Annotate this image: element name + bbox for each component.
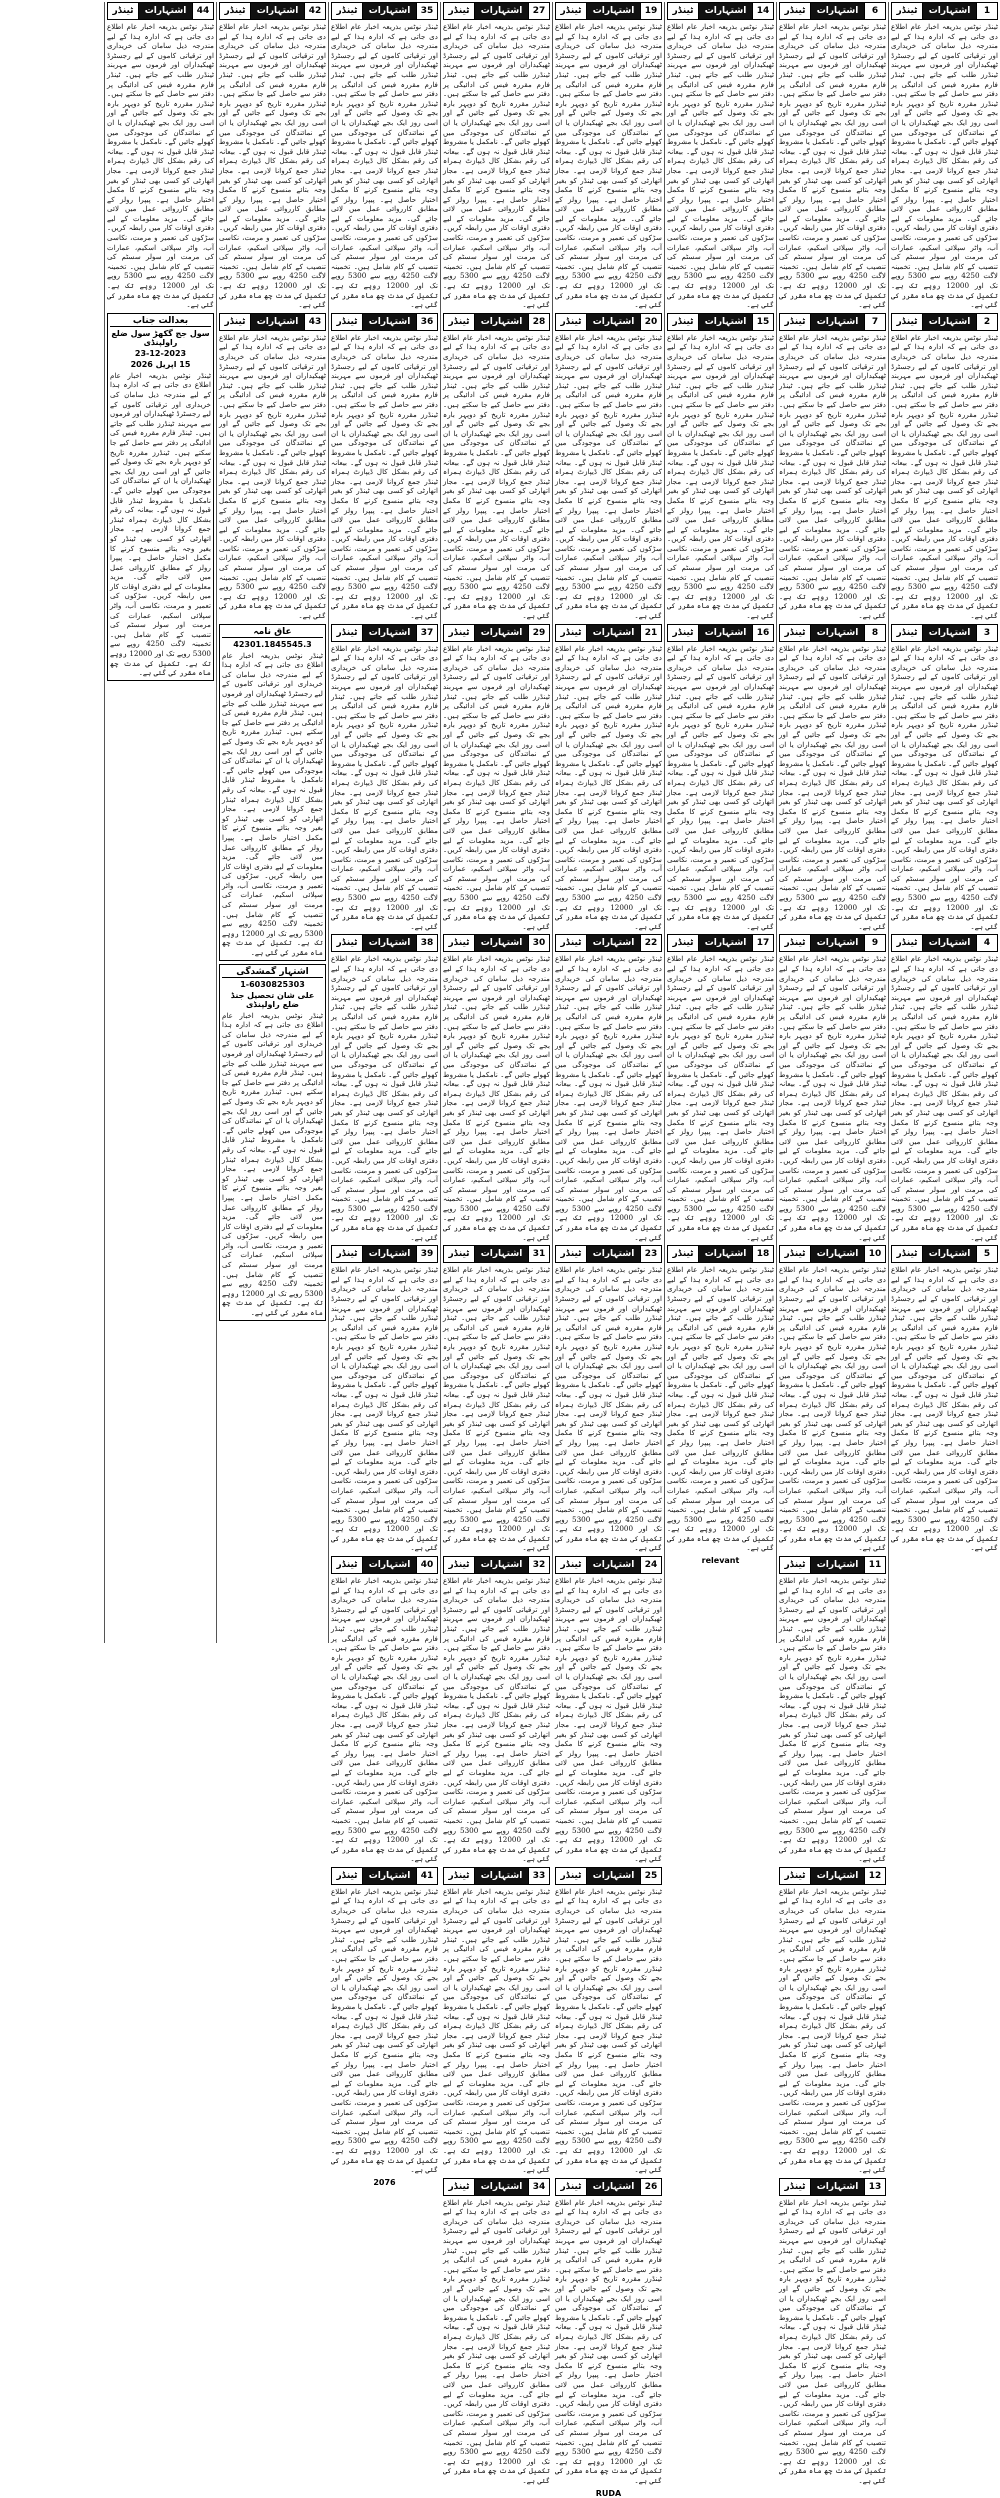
ad-section-header [779,934,886,952]
ad-body-text: ٹینڈر نوٹس بذریعہ اخبار عام اطلاع دی جاتی ہے کہ ادارہ ہذا کے لیے مندرجہ ذیل سامان کی خریداری اور ترقیاتی کاموں کے لیے رجسٹرڈ ٹھیکیداران اور فرموں سے مہربند ٹینڈرز طلب کیے جاتے ہیں۔ ٹینڈر فارم مقررہ فیس کی ادائیگی پر دفتر سے حاصل کیے جا سکتے ہیں۔ ٹینڈرز مقررہ تاریخ کو دوپہر بارہ بجے تک وصول کیے جائیں گے اور اسی روز ایک بجے ٹھیکیداران یا ان کے نمائندگان کی موجودگی میں کھولے جائیں گے۔ نامکمل یا مشروط ٹینڈر قابل قبول نہ ہوں گے۔ بیعانہ کی رقم بشکل کال ڈیپازٹ ہمراہ ٹینڈر جمع کروانا لازمی ہے۔ مجاز اتھارٹی کو کسی بھی ٹینڈر کو بغیر وجہ بتائے منسوخ کرنے کا مکمل اختیار حاصل ہے۔ پیپرا رولز کے مطابق کارروائی عمل میں لائی جائے گی۔ مزید معلومات کے لیے دفتری اوقات کار میں رابطہ کریں۔ سڑکوں کی تعمیر و مرمت، نکاسی آب، واٹر سپلائی اسکیم، عمارات کی مرمت اور سولر سسٹم کی تنصیب کے کام شامل ہیں۔ تخمینہ لاگت 4250 روپے سے 5300 روپے تک اور 12000 روپے تک ہے۔ تکمیل کی مدت چھ ماہ مقرر کی گئی ہے۔ [779,2197,886,2485]
ad-body-text: ٹینڈر نوٹس بذریعہ اخبار عام اطلاع دی جاتی ہے کہ ادارہ ہذا کے لیے مندرجہ ذیل سامان کی خریداری اور ترقیاتی کاموں کے لیے رجسٹرڈ ٹھیکیداران اور فرموں سے مہربند ٹینڈرز طلب کیے جاتے ہیں۔ ٹینڈر فارم مقررہ فیس کی ادائیگی پر دفتر سے حاصل کیے جا سکتے ہیں۔ ٹینڈرز مقررہ تاریخ کو دوپہر بارہ بجے تک وصول کیے جائیں گے اور اسی روز ایک بجے ٹھیکیداران یا ان کے نمائندگان کی موجودگی میں کھولے جائیں گے۔ نامکمل یا مشروط ٹینڈر قابل قبول نہ ہوں گے۔ بیعانہ کی رقم بشکل کال ڈیپازٹ ہمراہ ٹینڈر جمع کروانا لازمی ہے۔ مجاز اتھارٹی کو کسی بھی ٹینڈر کو بغیر وجہ بتائے منسوخ کرنے کا مکمل اختیار حاصل ہے۔ پیپرا رولز کے مطابق کارروائی عمل میں لائی جائے گی۔ مزید معلومات کے لیے دفتری اوقات کار میں رابطہ کریں۔ سڑکوں کی تعمیر و مرمت، نکاسی آب، واٹر سپلائی اسکیم، عمارات کی مرمت اور سولر سسٹم کی تنصیب کے کام شامل ہیں۔ تخمینہ لاگت 4250 روپے سے 5300 روپے تک اور 12000 روپے تک ہے۔ تکمیل کی مدت چھ ماہ مقرر کی گئی ہے۔ [443,954,550,1242]
ad-section-title: اشتہارات [363,314,416,330]
ad-number: 8 [864,625,885,641]
ad-section-tag: ٹینڈر [556,1557,587,1573]
ad-section-header [779,2178,886,2196]
ad-body-text: ٹینڈر نوٹس بذریعہ اخبار عام اطلاع دی جاتی ہے کہ ادارہ ہذا کے لیے مندرجہ ذیل سامان کی خریداری اور ترقیاتی کاموں کے لیے رجسٹرڈ ٹھیکیداران اور فرموں سے مہربند ٹینڈرز طلب کیے جاتے ہیں۔ ٹینڈر فارم مقررہ فیس کی ادائیگی پر دفتر سے حاصل کیے جا سکتے ہیں۔ ٹینڈرز مقررہ تاریخ کو دوپہر بارہ بجے تک وصول کیے جائیں گے اور اسی روز ایک بجے ٹھیکیداران یا ان کے نمائندگان کی موجودگی میں کھولے جائیں گے۔ نامکمل یا مشروط ٹینڈر قابل قبول نہ ہوں گے۔ بیعانہ کی رقم بشکل کال ڈیپازٹ ہمراہ ٹینڈر جمع کروانا لازمی ہے۔ مجاز اتھارٹی کو کسی بھی ٹینڈر کو بغیر وجہ بتائے منسوخ کرنے کا مکمل اختیار حاصل ہے۔ پیپرا رولز کے مطابق کارروائی عمل میں لائی جائے گی۔ مزید معلومات کے لیے دفتری اوقات کار میں رابطہ کریں۔ سڑکوں کی تعمیر و مرمت، نکاسی آب، واٹر سپلائی اسکیم، عمارات کی مرمت اور سولر سسٹم کی تنصیب کے کام شامل ہیں۔ تخمینہ لاگت 4250 روپے سے 5300 روپے تک اور 12000 روپے تک ہے۔ تکمیل کی مدت چھ ماہ مقرر کی گئی ہے۔ [779,22,886,310]
ad-section [443,1245,550,1553]
ad-number: 19 [640,3,661,19]
newspaper-column [104,2,216,1643]
ad-body-text: ٹینڈر نوٹس بذریعہ اخبار عام اطلاع دی جاتی ہے کہ ادارہ ہذا کے لیے مندرجہ ذیل سامان کی خریداری اور ترقیاتی کاموں کے لیے رجسٹرڈ ٹھیکیداران اور فرموں سے مہربند ٹینڈرز طلب کیے جاتے ہیں۔ ٹینڈر فارم مقررہ فیس کی ادائیگی پر دفتر سے حاصل کیے جا سکتے ہیں۔ ٹینڈرز مقررہ تاریخ کو دوپہر بارہ بجے تک وصول کیے جائیں گے اور اسی روز ایک بجے ٹھیکیداران یا ان کے نمائندگان کی موجودگی میں کھولے جائیں گے۔ نامکمل یا مشروط ٹینڈر قابل قبول نہ ہوں گے۔ بیعانہ کی رقم بشکل کال ڈیپازٹ ہمراہ ٹینڈر جمع کروانا لازمی ہے۔ مجاز اتھارٹی کو کسی بھی ٹینڈر کو بغیر وجہ بتائے منسوخ کرنے کا مکمل اختیار حاصل ہے۔ پیپرا رولز کے مطابق کارروائی عمل میں لائی جائے گی۔ مزید معلومات کے لیے دفتری اوقات کار میں رابطہ کریں۔ سڑکوں کی تعمیر و مرمت، نکاسی آب، واٹر سپلائی اسکیم، عمارات کی مرمت اور سولر سسٹم کی تنصیب کے کام شامل ہیں۔ تخمینہ لاگت 4250 روپے سے 5300 روپے تک اور 12000 روپے تک ہے۔ تکمیل کی مدت چھ ماہ مقرر کی گئی ہے۔ [555,2197,662,2485]
ad-body-text: ٹینڈر نوٹس بذریعہ اخبار عام اطلاع دی جاتی ہے کہ ادارہ ہذا کے لیے مندرجہ ذیل سامان کی خریداری اور ترقیاتی کاموں کے لیے رجسٹرڈ ٹھیکیداران اور فرموں سے مہربند ٹینڈرز طلب کیے جاتے ہیں۔ ٹینڈر فارم مقررہ فیس کی ادائیگی پر دفتر سے حاصل کیے جا سکتے ہیں۔ ٹینڈرز مقررہ تاریخ کو دوپہر بارہ بجے تک وصول کیے جائیں گے اور اسی روز ایک بجے ٹھیکیداران یا ان کے نمائندگان کی موجودگی میں کھولے جائیں گے۔ نامکمل یا مشروط ٹینڈر قابل قبول نہ ہوں گے۔ بیعانہ کی رقم بشکل کال ڈیپازٹ ہمراہ ٹینڈر جمع کروانا لازمی ہے۔ مجاز اتھارٹی کو کسی بھی ٹینڈر کو بغیر وجہ بتائے منسوخ کرنے کا مکمل اختیار حاصل ہے۔ پیپرا رولز کے مطابق کارروائی عمل میں لائی جائے گی۔ مزید معلومات کے لیے دفتری اوقات کار میں رابطہ کریں۔ سڑکوں کی تعمیر و مرمت، نکاسی آب، واٹر سپلائی اسکیم، عمارات کی مرمت اور سولر سسٹم کی تنصیب کے کام شامل ہیں۔ تخمینہ لاگت 4250 روپے سے 5300 روپے تک اور 12000 روپے تک ہے۔ تکمیل کی مدت چھ ماہ مقرر کی گئی ہے۔ [331,643,438,931]
ad-section-tag: ٹینڈر [668,3,699,19]
ruda-label: RUDA [595,2488,622,2498]
ad-section-header [555,1867,662,1885]
ad-section-header [779,1867,886,1885]
ad-section-header [443,1867,550,1885]
ad-section-title: اشتہارات [363,1557,416,1573]
ad-section [891,624,998,932]
ad-body-text: ٹینڈر نوٹس بذریعہ اخبار عام اطلاع دی جاتی ہے کہ ادارہ ہذا کے لیے مندرجہ ذیل سامان کی خریداری اور ترقیاتی کاموں کے لیے رجسٹرڈ ٹھیکیداران اور فرموں سے مہربند ٹینڈرز طلب کیے جاتے ہیں۔ ٹینڈر فارم مقررہ فیس کی ادائیگی پر دفتر سے حاصل کیے جا سکتے ہیں۔ ٹینڈرز مقررہ تاریخ کو دوپہر بارہ بجے تک وصول کیے جائیں گے اور اسی روز ایک بجے ٹھیکیداران یا ان کے نمائندگان کی موجودگی میں کھولے جائیں گے۔ نامکمل یا مشروط ٹینڈر قابل قبول نہ ہوں گے۔ بیعانہ کی رقم بشکل کال ڈیپازٹ ہمراہ ٹینڈر جمع کروانا لازمی ہے۔ مجاز اتھارٹی کو کسی بھی ٹینڈر کو بغیر وجہ بتائے منسوخ کرنے کا مکمل اختیار حاصل ہے۔ پیپرا رولز کے مطابق کارروائی عمل میں لائی جائے گی۔ مزید معلومات کے لیے دفتری اوقات کار میں رابطہ کریں۔ سڑکوں کی تعمیر و مرمت، نکاسی آب، واٹر سپلائی اسکیم، عمارات کی مرمت اور سولر سسٹم کی تنصیب کے کام شامل ہیں۔ تخمینہ لاگت 4250 روپے سے 5300 روپے تک اور 12000 روپے تک ہے۔ تکمیل کی مدت چھ ماہ مقرر کی گئی ہے۔ [443,1265,550,1553]
ad-section-tag: ٹینڈر [332,1868,363,1884]
ad-section-tag: ٹینڈر [556,935,587,951]
ad-section-tag: ٹینڈر [444,1557,475,1573]
ad-number: 36 [416,314,437,330]
ad-section-header [555,1556,662,1574]
ad-section-tag: ٹینڈر [332,3,363,19]
ad-number: 29 [528,625,549,641]
ad-section-title: اشتہارات [699,3,752,19]
ad-section-header [667,2,774,20]
ad-number: 34 [528,2179,549,2195]
ad-number: 17 [752,935,773,951]
ad-section [891,1245,998,1553]
newspaper-column [216,2,328,1643]
ad-section-title: اشتہارات [475,1246,528,1262]
ad-section-title: اشتہارات [587,314,640,330]
ad-body-text: ٹینڈر نوٹس بذریعہ اخبار عام اطلاع دی جاتی ہے کہ ادارہ ہذا کے لیے مندرجہ ذیل سامان کی خریداری اور ترقیاتی کاموں کے لیے رجسٹرڈ ٹھیکیداران اور فرموں سے مہربند ٹینڈرز طلب کیے جاتے ہیں۔ ٹینڈر فارم مقررہ فیس کی ادائیگی پر دفتر سے حاصل کیے جا سکتے ہیں۔ ٹینڈرز مقررہ تاریخ کو دوپہر بارہ بجے تک وصول کیے جائیں گے اور اسی روز ایک بجے ٹھیکیداران یا ان کے نمائندگان کی موجودگی میں کھولے جائیں گے۔ نامکمل یا مشروط ٹینڈر قابل قبول نہ ہوں گے۔ بیعانہ کی رقم بشکل کال ڈیپازٹ ہمراہ ٹینڈر جمع کروانا لازمی ہے۔ مجاز اتھارٹی کو کسی بھی ٹینڈر کو بغیر وجہ بتائے منسوخ کرنے کا مکمل اختیار حاصل ہے۔ پیپرا رولز کے مطابق کارروائی عمل میں لائی جائے گی۔ مزید معلومات کے لیے دفتری اوقات کار میں رابطہ کریں۔ سڑکوں کی تعمیر و مرمت، نکاسی آب، واٹر سپلائی اسکیم، عمارات کی مرمت اور سولر سسٹم کی تنصیب کے کام شامل ہیں۔ تخمینہ لاگت 4250 روپے سے 5300 روپے تک اور 12000 روپے تک ہے۔ تکمیل کی مدت چھ ماہ مقرر کی گئی ہے۔ [667,954,774,1242]
ad-number: 41 [416,1868,437,1884]
ad-section-title: اشتہارات [363,625,416,641]
ad-section-tag: ٹینڈر [556,3,587,19]
legal-notice-box [219,964,326,1321]
ad-section [219,313,326,621]
ad-section-header [779,1556,886,1574]
ad-section-header [443,2178,550,2196]
ad-section [891,2,998,310]
ad-number: 1 [976,3,997,19]
ad-section-title: اشتہارات [699,1246,752,1262]
ad-section [779,1556,886,1864]
ad-section-title: اشتہارات [475,314,528,330]
ad-section-tag: ٹینڈر [780,1868,811,1884]
legal-notice-title: بعدالت جناب [110,316,211,327]
ad-number: 14 [752,3,773,19]
ad-section-tag: ٹینڈر [332,1246,363,1262]
legal-notice-line: 1-6030825303 [240,979,305,989]
year-label: 2076 [373,2177,396,2187]
ad-section-title: اشتہارات [587,2179,640,2195]
ad-body-text: ٹینڈر نوٹس بذریعہ اخبار عام اطلاع دی جاتی ہے کہ ادارہ ہذا کے لیے مندرجہ ذیل سامان کی خریداری اور ترقیاتی کاموں کے لیے رجسٹرڈ ٹھیکیداران اور فرموں سے مہربند ٹینڈرز طلب کیے جاتے ہیں۔ ٹینڈر فارم مقررہ فیس کی ادائیگی پر دفتر سے حاصل کیے جا سکتے ہیں۔ ٹینڈرز مقررہ تاریخ کو دوپہر بارہ بجے تک وصول کیے جائیں گے اور اسی روز ایک بجے ٹھیکیداران یا ان کے نمائندگان کی موجودگی میں کھولے جائیں گے۔ نامکمل یا مشروط ٹینڈر قابل قبول نہ ہوں گے۔ بیعانہ کی رقم بشکل کال ڈیپازٹ ہمراہ ٹینڈر جمع کروانا لازمی ہے۔ مجاز اتھارٹی کو کسی بھی ٹینڈر کو بغیر وجہ بتائے منسوخ کرنے کا مکمل اختیار حاصل ہے۔ پیپرا رولز کے مطابق کارروائی عمل میں لائی جائے گی۔ مزید معلومات کے لیے دفتری اوقات کار میں رابطہ کریں۔ سڑکوں کی تعمیر و مرمت، نکاسی آب، واٹر سپلائی اسکیم، عمارات کی مرمت اور سولر سسٹم کی تنصیب کے کام شامل ہیں۔ تخمینہ لاگت 4250 روپے سے 5300 روپے تک اور 12000 روپے تک ہے۔ تکمیل کی مدت چھ ماہ مقرر کی گئی ہے۔ [331,1265,438,1553]
ad-section-header [331,1867,438,1885]
ad-section-header [667,1245,774,1263]
ad-section-title: اشتہارات [587,1557,640,1573]
ad-section-tag: ٹینڈر [444,2179,475,2195]
legal-notice-line: 15 اپریل 2026 [130,359,191,369]
ad-section [443,2178,550,2486]
ad-section-header [555,1245,662,1263]
legal-notice-line: 23-12-2023 [134,348,187,358]
legal-notice-title: اشتہار گمشدگی [222,967,323,978]
ad-section-title: اشتہارات [811,935,864,951]
ad-number: 12 [864,1868,885,1884]
ad-section-title: اشتہارات [587,1246,640,1262]
ad-section [443,1556,550,1864]
ad-section [443,1867,550,2175]
ad-body-text: ٹینڈر نوٹس بذریعہ اخبار عام اطلاع دی جاتی ہے کہ ادارہ ہذا کے لیے مندرجہ ذیل سامان کی خریداری اور ترقیاتی کاموں کے لیے رجسٹرڈ ٹھیکیداران اور فرموں سے مہربند ٹینڈرز طلب کیے جاتے ہیں۔ ٹینڈر فارم مقررہ فیس کی ادائیگی پر دفتر سے حاصل کیے جا سکتے ہیں۔ ٹینڈرز مقررہ تاریخ کو دوپہر بارہ بجے تک وصول کیے جائیں گے اور اسی روز ایک بجے ٹھیکیداران یا ان کے نمائندگان کی موجودگی میں کھولے جائیں گے۔ نامکمل یا مشروط ٹینڈر قابل قبول نہ ہوں گے۔ بیعانہ کی رقم بشکل کال ڈیپازٹ ہمراہ ٹینڈر جمع کروانا لازمی ہے۔ مجاز اتھارٹی کو کسی بھی ٹینڈر کو بغیر وجہ بتائے منسوخ کرنے کا مکمل اختیار حاصل ہے۔ پیپرا رولز کے مطابق کارروائی عمل میں لائی جائے گی۔ مزید معلومات کے لیے دفتری اوقات کار میں رابطہ کریں۔ سڑکوں کی تعمیر و مرمت، نکاسی آب، واٹر سپلائی اسکیم، عمارات کی مرمت اور سولر سسٹم کی تنصیب کے کام شامل ہیں۔ تخمینہ لاگت 4250 روپے سے 5300 روپے تک اور 12000 روپے تک ہے۔ تکمیل کی مدت چھ ماہ مقرر کی گئی ہے۔ [331,22,438,310]
ad-body-text: ٹینڈر نوٹس بذریعہ اخبار عام اطلاع دی جاتی ہے کہ ادارہ ہذا کے لیے مندرجہ ذیل سامان کی خریداری اور ترقیاتی کاموں کے لیے رجسٹرڈ ٹھیکیداران اور فرموں سے مہربند ٹینڈرز طلب کیے جاتے ہیں۔ ٹینڈر فارم مقررہ فیس کی ادائیگی پر دفتر سے حاصل کیے جا سکتے ہیں۔ ٹینڈرز مقررہ تاریخ کو دوپہر بارہ بجے تک وصول کیے جائیں گے اور اسی روز ایک بجے ٹھیکیداران یا ان کے نمائندگان کی موجودگی میں کھولے جائیں گے۔ نامکمل یا مشروط ٹینڈر قابل قبول نہ ہوں گے۔ بیعانہ کی رقم بشکل کال ڈیپازٹ ہمراہ ٹینڈر جمع کروانا لازمی ہے۔ مجاز اتھارٹی کو کسی بھی ٹینڈر کو بغیر وجہ بتائے منسوخ کرنے کا مکمل اختیار حاصل ہے۔ پیپرا رولز کے مطابق کارروائی عمل میں لائی جائے گی۔ مزید معلومات کے لیے دفتری اوقات کار میں رابطہ کریں۔ سڑکوں کی تعمیر و مرمت، نکاسی آب، واٹر سپلائی اسکیم، عمارات کی مرمت اور سولر سسٹم کی تنصیب کے کام شامل ہیں۔ تخمینہ لاگت 4250 روپے سے 5300 روپے تک اور 12000 روپے تک ہے۔ تکمیل کی مدت چھ ماہ مقرر کی گئی ہے۔ [331,332,438,621]
ad-body-text: ٹینڈر نوٹس بذریعہ اخبار عام اطلاع دی جاتی ہے کہ ادارہ ہذا کے لیے مندرجہ ذیل سامان کی خریداری اور ترقیاتی کاموں کے لیے رجسٹرڈ ٹھیکیداران اور فرموں سے مہربند ٹینڈرز طلب کیے جاتے ہیں۔ ٹینڈر فارم مقررہ فیس کی ادائیگی پر دفتر سے حاصل کیے جا سکتے ہیں۔ ٹینڈرز مقررہ تاریخ کو دوپہر بارہ بجے تک وصول کیے جائیں گے اور اسی روز ایک بجے ٹھیکیداران یا ان کے نمائندگان کی موجودگی میں کھولے جائیں گے۔ نامکمل یا مشروط ٹینڈر قابل قبول نہ ہوں گے۔ بیعانہ کی رقم بشکل کال ڈیپازٹ ہمراہ ٹینڈر جمع کروانا لازمی ہے۔ مجاز اتھارٹی کو کسی بھی ٹینڈر کو بغیر وجہ بتائے منسوخ کرنے کا مکمل اختیار حاصل ہے۔ پیپرا رولز کے مطابق کارروائی عمل میں لائی جائے گی۔ مزید معلومات کے لیے دفتری اوقات کار میں رابطہ کریں۔ سڑکوں کی تعمیر و مرمت، نکاسی آب، واٹر سپلائی اسکیم، عمارات کی مرمت اور سولر سسٹم کی تنصیب کے کام شامل ہیں۔ تخمینہ لاگت 4250 روپے سے 5300 روپے تک اور 12000 روپے تک ہے۔ تکمیل کی مدت چھ ماہ مقرر کی گئی ہے۔ [555,22,662,310]
ad-body-text: ٹینڈر نوٹس بذریعہ اخبار عام اطلاع دی جاتی ہے کہ ادارہ ہذا کے لیے مندرجہ ذیل سامان کی خریداری اور ترقیاتی کاموں کے لیے رجسٹرڈ ٹھیکیداران اور فرموں سے مہربند ٹینڈرز طلب کیے جاتے ہیں۔ ٹینڈر فارم مقررہ فیس کی ادائیگی پر دفتر سے حاصل کیے جا سکتے ہیں۔ ٹینڈرز مقررہ تاریخ کو دوپہر بارہ بجے تک وصول کیے جائیں گے اور اسی روز ایک بجے ٹھیکیداران یا ان کے نمائندگان کی موجودگی میں کھولے جائیں گے۔ نامکمل یا مشروط ٹینڈر قابل قبول نہ ہوں گے۔ بیعانہ کی رقم بشکل کال ڈیپازٹ ہمراہ ٹینڈر جمع کروانا لازمی ہے۔ مجاز اتھارٹی کو کسی بھی ٹینڈر کو بغیر وجہ بتائے منسوخ کرنے کا مکمل اختیار حاصل ہے۔ پیپرا رولز کے مطابق کارروائی عمل میں لائی جائے گی۔ مزید معلومات کے لیے دفتری اوقات کار میں رابطہ کریں۔ سڑکوں کی تعمیر و مرمت، نکاسی آب، واٹر سپلائی اسکیم، عمارات کی مرمت اور سولر سسٹم کی تنصیب کے کام شامل ہیں۔ تخمینہ لاگت 4250 روپے سے 5300 روپے تک اور 12000 روپے تک ہے۔ تکمیل کی مدت چھ ماہ مقرر کی گئی ہے۔ [555,954,662,1242]
ad-body-text: ٹینڈر نوٹس بذریعہ اخبار عام اطلاع دی جاتی ہے کہ ادارہ ہذا کے لیے مندرجہ ذیل سامان کی خریداری اور ترقیاتی کاموں کے لیے رجسٹرڈ ٹھیکیداران اور فرموں سے مہربند ٹینڈرز طلب کیے جاتے ہیں۔ ٹینڈر فارم مقررہ فیس کی ادائیگی پر دفتر سے حاصل کیے جا سکتے ہیں۔ ٹینڈرز مقررہ تاریخ کو دوپہر بارہ بجے تک وصول کیے جائیں گے اور اسی روز ایک بجے ٹھیکیداران یا ان کے نمائندگان کی موجودگی میں کھولے جائیں گے۔ نامکمل یا مشروط ٹینڈر قابل قبول نہ ہوں گے۔ بیعانہ کی رقم بشکل کال ڈیپازٹ ہمراہ ٹینڈر جمع کروانا لازمی ہے۔ مجاز اتھارٹی کو کسی بھی ٹینڈر کو بغیر وجہ بتائے منسوخ کرنے کا مکمل اختیار حاصل ہے۔ پیپرا رولز کے مطابق کارروائی عمل میں لائی جائے گی۔ مزید معلومات کے لیے دفتری اوقات کار میں رابطہ کریں۔ سڑکوں کی تعمیر و مرمت، نکاسی آب، واٹر سپلائی اسکیم، عمارات کی مرمت اور سولر سسٹم کی تنصیب کے کام شامل ہیں۔ تخمینہ لاگت 4250 روپے سے 5300 روپے تک اور 12000 روپے تک ہے۔ تکمیل کی مدت چھ ماہ مقرر کی گئی ہے۔ [219,22,326,310]
ad-body-text: ٹینڈر نوٹس بذریعہ اخبار عام اطلاع دی جاتی ہے کہ ادارہ ہذا کے لیے مندرجہ ذیل سامان کی خریداری اور ترقیاتی کاموں کے لیے رجسٹرڈ ٹھیکیداران اور فرموں سے مہربند ٹینڈرز طلب کیے جاتے ہیں۔ ٹینڈر فارم مقررہ فیس کی ادائیگی پر دفتر سے حاصل کیے جا سکتے ہیں۔ ٹینڈرز مقررہ تاریخ کو دوپہر بارہ بجے تک وصول کیے جائیں گے اور اسی روز ایک بجے ٹھیکیداران یا ان کے نمائندگان کی موجودگی میں کھولے جائیں گے۔ نامکمل یا مشروط ٹینڈر قابل قبول نہ ہوں گے۔ بیعانہ کی رقم بشکل کال ڈیپازٹ ہمراہ ٹینڈر جمع کروانا لازمی ہے۔ مجاز اتھارٹی کو کسی بھی ٹینڈر کو بغیر وجہ بتائے منسوخ کرنے کا مکمل اختیار حاصل ہے۔ پیپرا رولز کے مطابق کارروائی عمل میں لائی جائے گی۔ مزید معلومات کے لیے دفتری اوقات کار میں رابطہ کریں۔ سڑکوں کی تعمیر و مرمت، نکاسی آب، واٹر سپلائی اسکیم، عمارات کی مرمت اور سولر سسٹم کی تنصیب کے کام شامل ہیں۔ تخمینہ لاگت 4250 روپے سے 5300 روپے تک اور 12000 روپے تک ہے۔ تکمیل کی مدت چھ ماہ مقرر کی گئی ہے۔ [443,22,550,310]
ad-section [779,1867,886,2175]
ad-number: 16 [752,625,773,641]
ad-section [667,1245,774,1553]
ad-body-text: ٹینڈر نوٹس بذریعہ اخبار عام اطلاع دی جاتی ہے کہ ادارہ ہذا کے لیے مندرجہ ذیل سامان کی خریداری اور ترقیاتی کاموں کے لیے رجسٹرڈ ٹھیکیداران اور فرموں سے مہربند ٹینڈرز طلب کیے جاتے ہیں۔ ٹینڈر فارم مقررہ فیس کی ادائیگی پر دفتر سے حاصل کیے جا سکتے ہیں۔ ٹینڈرز مقررہ تاریخ کو دوپہر بارہ بجے تک وصول کیے جائیں گے اور اسی روز ایک بجے ٹھیکیداران یا ان کے نمائندگان کی موجودگی میں کھولے جائیں گے۔ نامکمل یا مشروط ٹینڈر قابل قبول نہ ہوں گے۔ بیعانہ کی رقم بشکل کال ڈیپازٹ ہمراہ ٹینڈر جمع کروانا لازمی ہے۔ مجاز اتھارٹی کو کسی بھی ٹینڈر کو بغیر وجہ بتائے منسوخ کرنے کا مکمل اختیار حاصل ہے۔ پیپرا رولز کے مطابق کارروائی عمل میں لائی جائے گی۔ مزید معلومات کے لیے دفتری اوقات کار میں رابطہ کریں۔ سڑکوں کی تعمیر و مرمت، نکاسی آب، واٹر سپلائی اسکیم، عمارات کی مرمت اور سولر سسٹم کی تنصیب کے کام شامل ہیں۔ تخمینہ لاگت 4250 روپے سے 5300 روپے تک اور 12000 روپے تک ہے۔ تکمیل کی مدت چھ ماہ مقرر کی گئی ہے۔ [443,1886,550,2175]
ad-section-tag: ٹینڈر [780,1557,811,1573]
ad-number: 22 [640,935,661,951]
ad-section-tag: ٹینڈر [444,3,475,19]
ad-section-title: اشتہارات [587,3,640,19]
ad-section [555,1245,662,1553]
ad-section [219,2,326,310]
ad-section-title: اشتہارات [811,625,864,641]
ad-body-text: ٹینڈر نوٹس بذریعہ اخبار عام اطلاع دی جاتی ہے کہ ادارہ ہذا کے لیے مندرجہ ذیل سامان کی خریداری اور ترقیاتی کاموں کے لیے رجسٹرڈ ٹھیکیداران اور فرموں سے مہربند ٹینڈرز طلب کیے جاتے ہیں۔ ٹینڈر فارم مقررہ فیس کی ادائیگی پر دفتر سے حاصل کیے جا سکتے ہیں۔ ٹینڈرز مقررہ تاریخ کو دوپہر بارہ بجے تک وصول کیے جائیں گے اور اسی روز ایک بجے ٹھیکیداران یا ان کے نمائندگان کی موجودگی میں کھولے جائیں گے۔ نامکمل یا مشروط ٹینڈر قابل قبول نہ ہوں گے۔ بیعانہ کی رقم بشکل کال ڈیپازٹ ہمراہ ٹینڈر جمع کروانا لازمی ہے۔ مجاز اتھارٹی کو کسی بھی ٹینڈر کو بغیر وجہ بتائے منسوخ کرنے کا مکمل اختیار حاصل ہے۔ پیپرا رولز کے مطابق کارروائی عمل میں لائی جائے گی۔ مزید معلومات کے لیے دفتری اوقات کار میں رابطہ کریں۔ سڑکوں کی تعمیر و مرمت، نکاسی آب، واٹر سپلائی اسکیم، عمارات کی مرمت اور سولر سسٹم کی تنصیب کے کام شامل ہیں۔ تخمینہ لاگت 4250 روپے سے 5300 روپے تک اور 12000 روپے تک ہے۔ تکمیل کی مدت چھ ماہ مقرر کی گئی ہے۔ [331,954,438,1242]
ad-section-tag: ٹینڈر [332,935,363,951]
ad-section [331,1867,438,2175]
ad-section-tag: ٹینڈر [780,625,811,641]
ad-number: 15 [752,314,773,330]
ad-section [443,313,550,621]
ad-body-text: ٹینڈر نوٹس بذریعہ اخبار عام اطلاع دی جاتی ہے کہ ادارہ ہذا کے لیے مندرجہ ذیل سامان کی خریداری اور ترقیاتی کاموں کے لیے رجسٹرڈ ٹھیکیداران اور فرموں سے مہربند ٹینڈرز طلب کیے جاتے ہیں۔ ٹینڈر فارم مقررہ فیس کی ادائیگی پر دفتر سے حاصل کیے جا سکتے ہیں۔ ٹینڈرز مقررہ تاریخ کو دوپہر بارہ بجے تک وصول کیے جائیں گے اور اسی روز ایک بجے ٹھیکیداران یا ان کے نمائندگان کی موجودگی میں کھولے جائیں گے۔ نامکمل یا مشروط ٹینڈر قابل قبول نہ ہوں گے۔ بیعانہ کی رقم بشکل کال ڈیپازٹ ہمراہ ٹینڈر جمع کروانا لازمی ہے۔ مجاز اتھارٹی کو کسی بھی ٹینڈر کو بغیر وجہ بتائے منسوخ کرنے کا مکمل اختیار حاصل ہے۔ پیپرا رولز کے مطابق کارروائی عمل میں لائی جائے گی۔ مزید معلومات کے لیے دفتری اوقات کار میں رابطہ کریں۔ سڑکوں کی تعمیر و مرمت، نکاسی آب، واٹر سپلائی اسکیم، عمارات کی مرمت اور سولر سسٹم کی تنصیب کے کام شامل ہیں۔ تخمینہ لاگت 4250 روپے سے 5300 روپے تک اور 12000 روپے تک ہے۔ تکمیل کی مدت چھ ماہ مقرر کی گئی ہے۔ [555,1576,662,1864]
ad-section [555,1867,662,2175]
ad-section-tag: ٹینڈر [780,935,811,951]
legal-notice-title: عاق نامہ [222,627,323,638]
ad-section-tag: ٹینڈر [892,935,923,951]
ad-number: 11 [864,1557,885,1573]
ad-section-title: اشتہارات [251,3,304,19]
ad-section-header [331,313,438,331]
legal-notice-line: سول جج گکھڑ سول ضلع راولپنڈی [111,328,210,347]
ad-section-title: اشتہارات [475,2179,528,2195]
ad-section-title: اشتہارات [811,2179,864,2195]
ad-body-text: ٹینڈر نوٹس بذریعہ اخبار عام اطلاع دی جاتی ہے کہ ادارہ ہذا کے لیے مندرجہ ذیل سامان کی خریداری اور ترقیاتی کاموں کے لیے رجسٹرڈ ٹھیکیداران اور فرموں سے مہربند ٹینڈرز طلب کیے جاتے ہیں۔ ٹینڈر فارم مقررہ فیس کی ادائیگی پر دفتر سے حاصل کیے جا سکتے ہیں۔ ٹینڈرز مقررہ تاریخ کو دوپہر بارہ بجے تک وصول کیے جائیں گے اور اسی روز ایک بجے ٹھیکیداران یا ان کے نمائندگان کی موجودگی میں کھولے جائیں گے۔ نامکمل یا مشروط ٹینڈر قابل قبول نہ ہوں گے۔ بیعانہ کی رقم بشکل کال ڈیپازٹ ہمراہ ٹینڈر جمع کروانا لازمی ہے۔ مجاز اتھارٹی کو کسی بھی ٹینڈر کو بغیر وجہ بتائے منسوخ کرنے کا مکمل اختیار حاصل ہے۔ پیپرا رولز کے مطابق کارروائی عمل میں لائی جائے گی۔ مزید معلومات کے لیے دفتری اوقات کار میں رابطہ کریں۔ سڑکوں کی تعمیر و مرمت، نکاسی آب، واٹر سپلائی اسکیم، عمارات کی مرمت اور سولر سسٹم کی تنصیب کے کام شامل ہیں۔ تخمینہ لاگت 4250 روپے سے 5300 روپے تک اور 12000 روپے تک ہے۔ تکمیل کی مدت چھ ماہ مقرر کی گئی ہے۔ [667,1265,774,1553]
ad-section-header [779,624,886,642]
ad-body-text: ٹینڈر نوٹس بذریعہ اخبار عام اطلاع دی جاتی ہے کہ ادارہ ہذا کے لیے مندرجہ ذیل سامان کی خریداری اور ترقیاتی کاموں کے لیے رجسٹرڈ ٹھیکیداران اور فرموں سے مہربند ٹینڈرز طلب کیے جاتے ہیں۔ ٹینڈر فارم مقررہ فیس کی ادائیگی پر دفتر سے حاصل کیے جا سکتے ہیں۔ ٹینڈرز مقررہ تاریخ کو دوپہر بارہ بجے تک وصول کیے جائیں گے اور اسی روز ایک بجے ٹھیکیداران یا ان کے نمائندگان کی موجودگی میں کھولے جائیں گے۔ نامکمل یا مشروط ٹینڈر قابل قبول نہ ہوں گے۔ بیعانہ کی رقم بشکل کال ڈیپازٹ ہمراہ ٹینڈر جمع کروانا لازمی ہے۔ مجاز اتھارٹی کو کسی بھی ٹینڈر کو بغیر وجہ بتائے منسوخ کرنے کا مکمل اختیار حاصل ہے۔ پیپرا رولز کے مطابق کارروائی عمل میں لائی جائے گی۔ مزید معلومات کے لیے دفتری اوقات کار میں رابطہ کریں۔ سڑکوں کی تعمیر و مرمت، نکاسی آب، واٹر سپلائی اسکیم، عمارات کی مرمت اور سولر سسٹم کی تنصیب کے کام شامل ہیں۔ تخمینہ لاگت 4250 روپے سے 5300 روپے تک اور 12000 روپے تک ہے۔ تکمیل کی مدت چھ ماہ مقرر کی گئی ہے۔ [779,1886,886,2175]
ad-section-tag: ٹینڈر [668,935,699,951]
newspaper-column [888,2,1000,1643]
ad-number: 6 [864,3,885,19]
ad-number: 32 [528,1557,549,1573]
newspaper-column [776,2,888,2485]
ad-section [555,2178,662,2486]
ad-body-text: ٹینڈر نوٹس بذریعہ اخبار عام اطلاع دی جاتی ہے کہ ادارہ ہذا کے لیے مندرجہ ذیل سامان کی خریداری اور ترقیاتی کاموں کے لیے رجسٹرڈ ٹھیکیداران اور فرموں سے مہربند ٹینڈرز طلب کیے جاتے ہیں۔ ٹینڈر فارم مقررہ فیس کی ادائیگی پر دفتر سے حاصل کیے جا سکتے ہیں۔ ٹینڈرز مقررہ تاریخ کو دوپہر بارہ بجے تک وصول کیے جائیں گے اور اسی روز ایک بجے ٹھیکیداران یا ان کے نمائندگان کی موجودگی میں کھولے جائیں گے۔ نامکمل یا مشروط ٹینڈر قابل قبول نہ ہوں گے۔ بیعانہ کی رقم بشکل کال ڈیپازٹ ہمراہ ٹینڈر جمع کروانا لازمی ہے۔ مجاز اتھارٹی کو کسی بھی ٹینڈر کو بغیر وجہ بتائے منسوخ کرنے کا مکمل اختیار حاصل ہے۔ پیپرا رولز کے مطابق کارروائی عمل میں لائی جائے گی۔ مزید معلومات کے لیے دفتری اوقات کار میں رابطہ کریں۔ سڑکوں کی تعمیر و مرمت، نکاسی آب، واٹر سپلائی اسکیم، عمارات کی مرمت اور سولر سسٹم کی تنصیب کے کام شامل ہیں۔ تخمینہ لاگت 4250 روپے سے 5300 روپے تک اور 12000 روپے تک ہے۔ تکمیل کی مدت چھ ماہ مقرر کی گئی ہے۔ [667,643,774,931]
legal-notice-line: 42301.1845545.3 [233,639,312,649]
ad-section-tag: ٹینڈر [668,1246,699,1262]
ad-body-text: ٹینڈر نوٹس بذریعہ اخبار عام اطلاع دی جاتی ہے کہ ادارہ ہذا کے لیے مندرجہ ذیل سامان کی خریداری اور ترقیاتی کاموں کے لیے رجسٹرڈ ٹھیکیداران اور فرموں سے مہربند ٹینڈرز طلب کیے جاتے ہیں۔ ٹینڈر فارم مقررہ فیس کی ادائیگی پر دفتر سے حاصل کیے جا سکتے ہیں۔ ٹینڈرز مقررہ تاریخ کو دوپہر بارہ بجے تک وصول کیے جائیں گے اور اسی روز ایک بجے ٹھیکیداران یا ان کے نمائندگان کی موجودگی میں کھولے جائیں گے۔ نامکمل یا مشروط ٹینڈر قابل قبول نہ ہوں گے۔ بیعانہ کی رقم بشکل کال ڈیپازٹ ہمراہ ٹینڈر جمع کروانا لازمی ہے۔ مجاز اتھارٹی کو کسی بھی ٹینڈر کو بغیر وجہ بتائے منسوخ کرنے کا مکمل اختیار حاصل ہے۔ پیپرا رولز کے مطابق کارروائی عمل میں لائی جائے گی۔ مزید معلومات کے لیے دفتری اوقات کار میں رابطہ کریں۔ سڑکوں کی تعمیر و مرمت، نکاسی آب، واٹر سپلائی اسکیم، عمارات کی مرمت اور سولر سسٹم کی تنصیب کے کام شامل ہیں۔ تخمینہ لاگت 4250 روپے سے 5300 روپے تک اور 12000 روپے تک ہے۔ تکمیل کی مدت چھ ماہ مقرر کی گئی ہے۔ [891,1265,998,1553]
ad-number: 35 [416,3,437,19]
ad-section [891,313,998,621]
ad-section-tag: ٹینڈر [892,1246,923,1262]
ad-body-text: ٹینڈر نوٹس بذریعہ اخبار عام اطلاع دی جاتی ہے کہ ادارہ ہذا کے لیے مندرجہ ذیل سامان کی خریداری اور ترقیاتی کاموں کے لیے رجسٹرڈ ٹھیکیداران اور فرموں سے مہربند ٹینڈرز طلب کیے جاتے ہیں۔ ٹینڈر فارم مقررہ فیس کی ادائیگی پر دفتر سے حاصل کیے جا سکتے ہیں۔ ٹینڈرز مقررہ تاریخ کو دوپہر بارہ بجے تک وصول کیے جائیں گے اور اسی روز ایک بجے ٹھیکیداران یا ان کے نمائندگان کی موجودگی میں کھولے جائیں گے۔ نامکمل یا مشروط ٹینڈر قابل قبول نہ ہوں گے۔ بیعانہ کی رقم بشکل کال ڈیپازٹ ہمراہ ٹینڈر جمع کروانا لازمی ہے۔ مجاز اتھارٹی کو کسی بھی ٹینڈر کو بغیر وجہ بتائے منسوخ کرنے کا مکمل اختیار حاصل ہے۔ پیپرا رولز کے مطابق کارروائی عمل میں لائی جائے گی۔ مزید معلومات کے لیے دفتری اوقات کار میں رابطہ کریں۔ سڑکوں کی تعمیر و مرمت، نکاسی آب، واٹر سپلائی اسکیم، عمارات کی مرمت اور سولر سسٹم کی تنصیب کے کام شامل ہیں۔ تخمینہ لاگت 4250 روپے سے 5300 روپے تک اور 12000 روپے تک ہے۔ تکمیل کی مدت چھ ماہ مقرر کی گئی ہے۔ [222,650,323,958]
ad-body-text: ٹینڈر نوٹس بذریعہ اخبار عام اطلاع دی جاتی ہے کہ ادارہ ہذا کے لیے مندرجہ ذیل سامان کی خریداری اور ترقیاتی کاموں کے لیے رجسٹرڈ ٹھیکیداران اور فرموں سے مہربند ٹینڈرز طلب کیے جاتے ہیں۔ ٹینڈر فارم مقررہ فیس کی ادائیگی پر دفتر سے حاصل کیے جا سکتے ہیں۔ ٹینڈرز مقررہ تاریخ کو دوپہر بارہ بجے تک وصول کیے جائیں گے اور اسی روز ایک بجے ٹھیکیداران یا ان کے نمائندگان کی موجودگی میں کھولے جائیں گے۔ نامکمل یا مشروط ٹینڈر قابل قبول نہ ہوں گے۔ بیعانہ کی رقم بشکل کال ڈیپازٹ ہمراہ ٹینڈر جمع کروانا لازمی ہے۔ مجاز اتھارٹی کو کسی بھی ٹینڈر کو بغیر وجہ بتائے منسوخ کرنے کا مکمل اختیار حاصل ہے۔ پیپرا رولز کے مطابق کارروائی عمل میں لائی جائے گی۔ مزید معلومات کے لیے دفتری اوقات کار میں رابطہ کریں۔ سڑکوں کی تعمیر و مرمت، نکاسی آب، واٹر سپلائی اسکیم، عمارات کی مرمت اور سولر سسٹم کی تنصیب کے کام شامل ہیں۔ تخمینہ لاگت 4250 روپے سے 5300 روپے تک اور 12000 روپے تک ہے۔ تکمیل کی مدت چھ ماہ مقرر کی گئی ہے۔ [222,1010,323,1318]
ad-section [555,624,662,932]
ad-section-header [443,1556,550,1574]
ad-number: 33 [528,1868,549,1884]
ad-section-tag: ٹینڈر [892,314,923,330]
ad-number: 44 [192,3,213,19]
ad-section-header [443,313,550,331]
ad-section-header [779,313,886,331]
ad-section-header [331,2,438,20]
ad-section-title: اشتہارات [475,1868,528,1884]
ad-section-title: اشتہارات [923,3,976,19]
ad-section [331,1245,438,1553]
ad-body-text: ٹینڈر نوٹس بذریعہ اخبار عام اطلاع دی جاتی ہے کہ ادارہ ہذا کے لیے مندرجہ ذیل سامان کی خریداری اور ترقیاتی کاموں کے لیے رجسٹرڈ ٹھیکیداران اور فرموں سے مہربند ٹینڈرز طلب کیے جاتے ہیں۔ ٹینڈر فارم مقررہ فیس کی ادائیگی پر دفتر سے حاصل کیے جا سکتے ہیں۔ ٹینڈرز مقررہ تاریخ کو دوپہر بارہ بجے تک وصول کیے جائیں گے اور اسی روز ایک بجے ٹھیکیداران یا ان کے نمائندگان کی موجودگی میں کھولے جائیں گے۔ نامکمل یا مشروط ٹینڈر قابل قبول نہ ہوں گے۔ بیعانہ کی رقم بشکل کال ڈیپازٹ ہمراہ ٹینڈر جمع کروانا لازمی ہے۔ مجاز اتھارٹی کو کسی بھی ٹینڈر کو بغیر وجہ بتائے منسوخ کرنے کا مکمل اختیار حاصل ہے۔ پیپرا رولز کے مطابق کارروائی عمل میں لائی جائے گی۔ مزید معلومات کے لیے دفتری اوقات کار میں رابطہ کریں۔ سڑکوں کی تعمیر و مرمت، نکاسی آب، واٹر سپلائی اسکیم، عمارات کی مرمت اور سولر سسٹم کی تنصیب کے کام شامل ہیں۔ تخمینہ لاگت 4250 روپے سے 5300 روپے تک اور 12000 روپے تک ہے۔ تکمیل کی مدت چھ ماہ مقرر کی گئی ہے۔ [891,954,998,1242]
ad-body-text: ٹینڈر نوٹس بذریعہ اخبار عام اطلاع دی جاتی ہے کہ ادارہ ہذا کے لیے مندرجہ ذیل سامان کی خریداری اور ترقیاتی کاموں کے لیے رجسٹرڈ ٹھیکیداران اور فرموں سے مہربند ٹینڈرز طلب کیے جاتے ہیں۔ ٹینڈر فارم مقررہ فیس کی ادائیگی پر دفتر سے حاصل کیے جا سکتے ہیں۔ ٹینڈرز مقررہ تاریخ کو دوپہر بارہ بجے تک وصول کیے جائیں گے اور اسی روز ایک بجے ٹھیکیداران یا ان کے نمائندگان کی موجودگی میں کھولے جائیں گے۔ نامکمل یا مشروط ٹینڈر قابل قبول نہ ہوں گے۔ بیعانہ کی رقم بشکل کال ڈیپازٹ ہمراہ ٹینڈر جمع کروانا لازمی ہے۔ مجاز اتھارٹی کو کسی بھی ٹینڈر کو بغیر وجہ بتائے منسوخ کرنے کا مکمل اختیار حاصل ہے۔ پیپرا رولز کے مطابق کارروائی عمل میں لائی جائے گی۔ مزید معلومات کے لیے دفتری اوقات کار میں رابطہ کریں۔ سڑکوں کی تعمیر و مرمت، نکاسی آب، واٹر سپلائی اسکیم، عمارات کی مرمت اور سولر سسٹم کی تنصیب کے کام شامل ہیں۔ تخمینہ لاگت 4250 روپے سے 5300 روپے تک اور 12000 روپے تک ہے۔ تکمیل کی مدت چھ ماہ مقرر کی گئی ہے۔ [443,1576,550,1864]
ad-section-header [555,934,662,952]
ad-section-title: اشتہارات [811,314,864,330]
ad-number: 23 [640,1246,661,1262]
ad-section-header [443,1245,550,1263]
ad-section [779,934,886,1242]
ad-section-title: اشتہارات [923,935,976,951]
ad-section-tag: ٹینڈر [780,1246,811,1262]
ad-section-tag: ٹینڈر [780,3,811,19]
ad-section-tag: ٹینڈر [444,1246,475,1262]
ad-section-header [555,313,662,331]
ad-number: 38 [416,935,437,951]
ad-section-header [555,624,662,642]
ad-section [667,313,774,621]
ad-section-title: اشتہارات [475,935,528,951]
ad-section-title: اشتہارات [923,314,976,330]
ad-section-header [891,624,998,642]
newspaper-column [328,2,440,2187]
ad-section-title: اشتہارات [251,314,304,330]
ad-section-tag: ٹینڈر [220,314,251,330]
ad-body-text: ٹینڈر نوٹس بذریعہ اخبار عام اطلاع دی جاتی ہے کہ ادارہ ہذا کے لیے مندرجہ ذیل سامان کی خریداری اور ترقیاتی کاموں کے لیے رجسٹرڈ ٹھیکیداران اور فرموں سے مہربند ٹینڈرز طلب کیے جاتے ہیں۔ ٹینڈر فارم مقررہ فیس کی ادائیگی پر دفتر سے حاصل کیے جا سکتے ہیں۔ ٹینڈرز مقررہ تاریخ کو دوپہر بارہ بجے تک وصول کیے جائیں گے اور اسی روز ایک بجے ٹھیکیداران یا ان کے نمائندگان کی موجودگی میں کھولے جائیں گے۔ نامکمل یا مشروط ٹینڈر قابل قبول نہ ہوں گے۔ بیعانہ کی رقم بشکل کال ڈیپازٹ ہمراہ ٹینڈر جمع کروانا لازمی ہے۔ مجاز اتھارٹی کو کسی بھی ٹینڈر کو بغیر وجہ بتائے منسوخ کرنے کا مکمل اختیار حاصل ہے۔ پیپرا رولز کے مطابق کارروائی عمل میں لائی جائے گی۔ مزید معلومات کے لیے دفتری اوقات کار میں رابطہ کریں۔ سڑکوں کی تعمیر و مرمت، نکاسی آب، واٹر سپلائی اسکیم، عمارات کی مرمت اور سولر سسٹم کی تنصیب کے کام شامل ہیں۔ تخمینہ لاگت 4250 روپے سے 5300 روپے تک اور 12000 روپے تک ہے۔ تکمیل کی مدت چھ ماہ مقرر کی گئی ہے۔ [891,22,998,310]
ad-section-title: اشتہارات [475,1557,528,1573]
ad-section [331,1556,438,1864]
ad-number: 24 [640,1557,661,1573]
ad-section-title: اشتہارات [923,625,976,641]
relevant-label: relevant [701,1556,740,1566]
ad-number: 21 [640,625,661,641]
ad-section-title: اشتہارات [699,625,752,641]
ad-body-text: ٹینڈر نوٹس بذریعہ اخبار عام اطلاع دی جاتی ہے کہ ادارہ ہذا کے لیے مندرجہ ذیل سامان کی خریداری اور ترقیاتی کاموں کے لیے رجسٹرڈ ٹھیکیداران اور فرموں سے مہربند ٹینڈرز طلب کیے جاتے ہیں۔ ٹینڈر فارم مقررہ فیس کی ادائیگی پر دفتر سے حاصل کیے جا سکتے ہیں۔ ٹینڈرز مقررہ تاریخ کو دوپہر بارہ بجے تک وصول کیے جائیں گے اور اسی روز ایک بجے ٹھیکیداران یا ان کے نمائندگان کی موجودگی میں کھولے جائیں گے۔ نامکمل یا مشروط ٹینڈر قابل قبول نہ ہوں گے۔ بیعانہ کی رقم بشکل کال ڈیپازٹ ہمراہ ٹینڈر جمع کروانا لازمی ہے۔ مجاز اتھارٹی کو کسی بھی ٹینڈر کو بغیر وجہ بتائے منسوخ کرنے کا مکمل اختیار حاصل ہے۔ پیپرا رولز کے مطابق کارروائی عمل میں لائی جائے گی۔ مزید معلومات کے لیے دفتری اوقات کار میں رابطہ کریں۔ سڑکوں کی تعمیر و مرمت، نکاسی آب، واٹر سپلائی اسکیم، عمارات کی مرمت اور سولر سسٹم کی تنصیب کے کام شامل ہیں۔ تخمینہ لاگت 4250 روپے سے 5300 روپے تک اور 12000 روپے تک ہے۔ تکمیل کی مدت چھ ماہ مقرر کی گئی ہے۔ [443,2197,550,2485]
ad-section-title: اشتہارات [139,3,192,19]
ad-body-text: ٹینڈر نوٹس بذریعہ اخبار عام اطلاع دی جاتی ہے کہ ادارہ ہذا کے لیے مندرجہ ذیل سامان کی خریداری اور ترقیاتی کاموں کے لیے رجسٹرڈ ٹھیکیداران اور فرموں سے مہربند ٹینڈرز طلب کیے جاتے ہیں۔ ٹینڈر فارم مقررہ فیس کی ادائیگی پر دفتر سے حاصل کیے جا سکتے ہیں۔ ٹینڈرز مقررہ تاریخ کو دوپہر بارہ بجے تک وصول کیے جائیں گے اور اسی روز ایک بجے ٹھیکیداران یا ان کے نمائندگان کی موجودگی میں کھولے جائیں گے۔ نامکمل یا مشروط ٹینڈر قابل قبول نہ ہوں گے۔ بیعانہ کی رقم بشکل کال ڈیپازٹ ہمراہ ٹینڈر جمع کروانا لازمی ہے۔ مجاز اتھارٹی کو کسی بھی ٹینڈر کو بغیر وجہ بتائے منسوخ کرنے کا مکمل اختیار حاصل ہے۔ پیپرا رولز کے مطابق کارروائی عمل میں لائی جائے گی۔ مزید معلومات کے لیے دفتری اوقات کار میں رابطہ کریں۔ سڑکوں کی تعمیر و مرمت، نکاسی آب، واٹر سپلائی اسکیم، عمارات کی مرمت اور سولر سسٹم کی تنصیب کے کام شامل ہیں۔ تخمینہ لاگت 4250 روپے سے 5300 روپے تک اور 12000 روپے تک ہے۔ تکمیل کی مدت چھ ماہ مقرر کی گئی ہے۔ [443,332,550,621]
ad-section [107,2,214,310]
ad-section-tag: ٹینڈر [892,625,923,641]
ad-body-text: ٹینڈر نوٹس بذریعہ اخبار عام اطلاع دی جاتی ہے کہ ادارہ ہذا کے لیے مندرجہ ذیل سامان کی خریداری اور ترقیاتی کاموں کے لیے رجسٹرڈ ٹھیکیداران اور فرموں سے مہربند ٹینڈرز طلب کیے جاتے ہیں۔ ٹینڈر فارم مقررہ فیس کی ادائیگی پر دفتر سے حاصل کیے جا سکتے ہیں۔ ٹینڈرز مقررہ تاریخ کو دوپہر بارہ بجے تک وصول کیے جائیں گے اور اسی روز ایک بجے ٹھیکیداران یا ان کے نمائندگان کی موجودگی میں کھولے جائیں گے۔ نامکمل یا مشروط ٹینڈر قابل قبول نہ ہوں گے۔ بیعانہ کی رقم بشکل کال ڈیپازٹ ہمراہ ٹینڈر جمع کروانا لازمی ہے۔ مجاز اتھارٹی کو کسی بھی ٹینڈر کو بغیر وجہ بتائے منسوخ کرنے کا مکمل اختیار حاصل ہے۔ پیپرا رولز کے مطابق کارروائی عمل میں لائی جائے گی۔ مزید معلومات کے لیے دفتری اوقات کار میں رابطہ کریں۔ سڑکوں کی تعمیر و مرمت، نکاسی آب، واٹر سپلائی اسکیم، عمارات کی مرمت اور سولر سسٹم کی تنصیب کے کام شامل ہیں۔ تخمینہ لاگت 4250 روپے سے 5300 روپے تک اور 12000 روپے تک ہے۔ تکمیل کی مدت چھ ماہ مقرر کی گئی ہے۔ [667,332,774,621]
ad-number: 42 [304,3,325,19]
ad-body-text: ٹینڈر نوٹس بذریعہ اخبار عام اطلاع دی جاتی ہے کہ ادارہ ہذا کے لیے مندرجہ ذیل سامان کی خریداری اور ترقیاتی کاموں کے لیے رجسٹرڈ ٹھیکیداران اور فرموں سے مہربند ٹینڈرز طلب کیے جاتے ہیں۔ ٹینڈر فارم مقررہ فیس کی ادائیگی پر دفتر سے حاصل کیے جا سکتے ہیں۔ ٹینڈرز مقررہ تاریخ کو دوپہر بارہ بجے تک وصول کیے جائیں گے اور اسی روز ایک بجے ٹھیکیداران یا ان کے نمائندگان کی موجودگی میں کھولے جائیں گے۔ نامکمل یا مشروط ٹینڈر قابل قبول نہ ہوں گے۔ بیعانہ کی رقم بشکل کال ڈیپازٹ ہمراہ ٹینڈر جمع کروانا لازمی ہے۔ مجاز اتھارٹی کو کسی بھی ٹینڈر کو بغیر وجہ بتائے منسوخ کرنے کا مکمل اختیار حاصل ہے۔ پیپرا رولز کے مطابق کارروائی عمل میں لائی جائے گی۔ مزید معلومات کے لیے دفتری اوقات کار میں رابطہ کریں۔ سڑکوں کی تعمیر و مرمت، نکاسی آب، واٹر سپلائی اسکیم، عمارات کی مرمت اور سولر سسٹم کی تنصیب کے کام شامل ہیں۔ تخمینہ لاگت 4250 روپے سے 5300 روپے تک اور 12000 روپے تک ہے۔ تکمیل کی مدت چھ ماہ مقرر کی گئی ہے۔ [555,1265,662,1553]
ad-section-tag: ٹینڈر [556,314,587,330]
ad-section-header [891,1245,998,1263]
ad-section-tag: ٹینڈر [444,625,475,641]
ad-body-text: ٹینڈر نوٹس بذریعہ اخبار عام اطلاع دی جاتی ہے کہ ادارہ ہذا کے لیے مندرجہ ذیل سامان کی خریداری اور ترقیاتی کاموں کے لیے رجسٹرڈ ٹھیکیداران اور فرموں سے مہربند ٹینڈرز طلب کیے جاتے ہیں۔ ٹینڈر فارم مقررہ فیس کی ادائیگی پر دفتر سے حاصل کیے جا سکتے ہیں۔ ٹینڈرز مقررہ تاریخ کو دوپہر بارہ بجے تک وصول کیے جائیں گے اور اسی روز ایک بجے ٹھیکیداران یا ان کے نمائندگان کی موجودگی میں کھولے جائیں گے۔ نامکمل یا مشروط ٹینڈر قابل قبول نہ ہوں گے۔ بیعانہ کی رقم بشکل کال ڈیپازٹ ہمراہ ٹینڈر جمع کروانا لازمی ہے۔ مجاز اتھارٹی کو کسی بھی ٹینڈر کو بغیر وجہ بتائے منسوخ کرنے کا مکمل اختیار حاصل ہے۔ پیپرا رولز کے مطابق کارروائی عمل میں لائی جائے گی۔ مزید معلومات کے لیے دفتری اوقات کار میں رابطہ کریں۔ سڑکوں کی تعمیر و مرمت، نکاسی آب، واٹر سپلائی اسکیم، عمارات کی مرمت اور سولر سسٹم کی تنصیب کے کام شامل ہیں۔ تخمینہ لاگت 4250 روپے سے 5300 روپے تک اور 12000 روپے تک ہے۔ تکمیل کی مدت چھ ماہ مقرر کی گئی ہے۔ [331,1886,438,2175]
ad-section-header [107,2,214,20]
ad-section-title: اشتہارات [811,3,864,19]
ad-number: 13 [864,2179,885,2195]
ad-body-text: ٹینڈر نوٹس بذریعہ اخبار عام اطلاع دی جاتی ہے کہ ادارہ ہذا کے لیے مندرجہ ذیل سامان کی خریداری اور ترقیاتی کاموں کے لیے رجسٹرڈ ٹھیکیداران اور فرموں سے مہربند ٹینڈرز طلب کیے جاتے ہیں۔ ٹینڈر فارم مقررہ فیس کی ادائیگی پر دفتر سے حاصل کیے جا سکتے ہیں۔ ٹینڈرز مقررہ تاریخ کو دوپہر بارہ بجے تک وصول کیے جائیں گے اور اسی روز ایک بجے ٹھیکیداران یا ان کے نمائندگان کی موجودگی میں کھولے جائیں گے۔ نامکمل یا مشروط ٹینڈر قابل قبول نہ ہوں گے۔ بیعانہ کی رقم بشکل کال ڈیپازٹ ہمراہ ٹینڈر جمع کروانا لازمی ہے۔ مجاز اتھارٹی کو کسی بھی ٹینڈر کو بغیر وجہ بتائے منسوخ کرنے کا مکمل اختیار حاصل ہے۔ پیپرا رولز کے مطابق کارروائی عمل میں لائی جائے گی۔ مزید معلومات کے لیے دفتری اوقات کار میں رابطہ کریں۔ سڑکوں کی تعمیر و مرمت، نکاسی آب، واٹر سپلائی اسکیم، عمارات کی مرمت اور سولر سسٹم کی تنصیب کے کام شامل ہیں۔ تخمینہ لاگت 4250 روپے سے 5300 روپے تک اور 12000 روپے تک ہے۔ تکمیل کی مدت چھ ماہ مقرر کی گئی ہے۔ [110,370,211,678]
ad-section [331,313,438,621]
ad-number: 5 [976,1246,997,1262]
ad-number: 4 [976,935,997,951]
ad-section [779,313,886,621]
newspaper-column [440,2,552,2485]
legal-notice-line: علی شان تحصیل جنڈ ضلع راولپنڈی [230,990,315,1009]
ad-number: 7 [864,314,885,330]
ad-body-text: ٹینڈر نوٹس بذریعہ اخبار عام اطلاع دی جاتی ہے کہ ادارہ ہذا کے لیے مندرجہ ذیل سامان کی خریداری اور ترقیاتی کاموں کے لیے رجسٹرڈ ٹھیکیداران اور فرموں سے مہربند ٹینڈرز طلب کیے جاتے ہیں۔ ٹینڈر فارم مقررہ فیس کی ادائیگی پر دفتر سے حاصل کیے جا سکتے ہیں۔ ٹینڈرز مقررہ تاریخ کو دوپہر بارہ بجے تک وصول کیے جائیں گے اور اسی روز ایک بجے ٹھیکیداران یا ان کے نمائندگان کی موجودگی میں کھولے جائیں گے۔ نامکمل یا مشروط ٹینڈر قابل قبول نہ ہوں گے۔ بیعانہ کی رقم بشکل کال ڈیپازٹ ہمراہ ٹینڈر جمع کروانا لازمی ہے۔ مجاز اتھارٹی کو کسی بھی ٹینڈر کو بغیر وجہ بتائے منسوخ کرنے کا مکمل اختیار حاصل ہے۔ پیپرا رولز کے مطابق کارروائی عمل میں لائی جائے گی۔ مزید معلومات کے لیے دفتری اوقات کار میں رابطہ کریں۔ سڑکوں کی تعمیر و مرمت، نکاسی آب، واٹر سپلائی اسکیم، عمارات کی مرمت اور سولر سسٹم کی تنصیب کے کام شامل ہیں۔ تخمینہ لاگت 4250 روپے سے 5300 روپے تک اور 12000 روپے تک ہے۔ تکمیل کی مدت چھ ماہ مقرر کی گئی ہے۔ [667,22,774,310]
ad-section-header [891,313,998,331]
ad-section-tag: ٹینڈر [444,935,475,951]
ad-section [667,624,774,932]
ad-number: 3 [976,625,997,641]
ad-section [779,1245,886,1553]
ad-section-header [331,1245,438,1263]
ad-section-title: اشتہارات [699,314,752,330]
ad-section [331,934,438,1242]
ad-section-header [331,624,438,642]
ad-number: 20 [640,314,661,330]
ad-section-title: اشتہارات [587,1868,640,1884]
ad-section-title: اشتہارات [923,1246,976,1262]
ad-section-tag: ٹینڈر [220,3,251,19]
ad-section [555,313,662,621]
ad-section-tag: ٹینڈر [556,625,587,641]
ad-section-title: اشتہارات [811,1246,864,1262]
ad-section-title: اشتہارات [363,3,416,19]
ad-section-title: اشتہارات [363,1868,416,1884]
ad-body-text: ٹینڈر نوٹس بذریعہ اخبار عام اطلاع دی جاتی ہے کہ ادارہ ہذا کے لیے مندرجہ ذیل سامان کی خریداری اور ترقیاتی کاموں کے لیے رجسٹرڈ ٹھیکیداران اور فرموں سے مہربند ٹینڈرز طلب کیے جاتے ہیں۔ ٹینڈر فارم مقررہ فیس کی ادائیگی پر دفتر سے حاصل کیے جا سکتے ہیں۔ ٹینڈرز مقررہ تاریخ کو دوپہر بارہ بجے تک وصول کیے جائیں گے اور اسی روز ایک بجے ٹھیکیداران یا ان کے نمائندگان کی موجودگی میں کھولے جائیں گے۔ نامکمل یا مشروط ٹینڈر قابل قبول نہ ہوں گے۔ بیعانہ کی رقم بشکل کال ڈیپازٹ ہمراہ ٹینڈر جمع کروانا لازمی ہے۔ مجاز اتھارٹی کو کسی بھی ٹینڈر کو بغیر وجہ بتائے منسوخ کرنے کا مکمل اختیار حاصل ہے۔ پیپرا رولز کے مطابق کارروائی عمل میں لائی جائے گی۔ مزید معلومات کے لیے دفتری اوقات کار میں رابطہ کریں۔ سڑکوں کی تعمیر و مرمت، نکاسی آب، واٹر سپلائی اسکیم، عمارات کی مرمت اور سولر سسٹم کی تنصیب کے کام شامل ہیں۔ تخمینہ لاگت 4250 روپے سے 5300 روپے تک اور 12000 روپے تک ہے۔ تکمیل کی مدت چھ ماہ مقرر کی گئی ہے۔ [331,1576,438,1864]
ad-section-tag: ٹینڈر [556,1868,587,1884]
ad-section [667,2,774,310]
ad-body-text: ٹینڈر نوٹس بذریعہ اخبار عام اطلاع دی جاتی ہے کہ ادارہ ہذا کے لیے مندرجہ ذیل سامان کی خریداری اور ترقیاتی کاموں کے لیے رجسٹرڈ ٹھیکیداران اور فرموں سے مہربند ٹینڈرز طلب کیے جاتے ہیں۔ ٹینڈر فارم مقررہ فیس کی ادائیگی پر دفتر سے حاصل کیے جا سکتے ہیں۔ ٹینڈرز مقررہ تاریخ کو دوپہر بارہ بجے تک وصول کیے جائیں گے اور اسی روز ایک بجے ٹھیکیداران یا ان کے نمائندگان کی موجودگی میں کھولے جائیں گے۔ نامکمل یا مشروط ٹینڈر قابل قبول نہ ہوں گے۔ بیعانہ کی رقم بشکل کال ڈیپازٹ ہمراہ ٹینڈر جمع کروانا لازمی ہے۔ مجاز اتھارٹی کو کسی بھی ٹینڈر کو بغیر وجہ بتائے منسوخ کرنے کا مکمل اختیار حاصل ہے۔ پیپرا رولز کے مطابق کارروائی عمل میں لائی جائے گی۔ مزید معلومات کے لیے دفتری اوقات کار میں رابطہ کریں۔ سڑکوں کی تعمیر و مرمت، نکاسی آب، واٹر سپلائی اسکیم، عمارات کی مرمت اور سولر سسٹم کی تنصیب کے کام شامل ہیں۔ تخمینہ لاگت 4250 روپے سے 5300 روپے تک اور 12000 روپے تک ہے۔ تکمیل کی مدت چھ ماہ مقرر کی گئی ہے۔ [107,22,214,310]
ad-section [555,934,662,1242]
ad-section-tag: ٹینڈر [108,3,139,19]
ad-section [331,2,438,310]
ad-section-title: اشتہارات [811,1557,864,1573]
ad-section-header [891,934,998,952]
ad-section-tag: ٹینڈر [444,1868,475,1884]
ad-section-header [891,2,998,20]
ad-section-header [779,2,886,20]
ad-section [891,934,998,1242]
ad-number: 25 [640,1868,661,1884]
ad-body-text: ٹینڈر نوٹس بذریعہ اخبار عام اطلاع دی جاتی ہے کہ ادارہ ہذا کے لیے مندرجہ ذیل سامان کی خریداری اور ترقیاتی کاموں کے لیے رجسٹرڈ ٹھیکیداران اور فرموں سے مہربند ٹینڈرز طلب کیے جاتے ہیں۔ ٹینڈر فارم مقررہ فیس کی ادائیگی پر دفتر سے حاصل کیے جا سکتے ہیں۔ ٹینڈرز مقررہ تاریخ کو دوپہر بارہ بجے تک وصول کیے جائیں گے اور اسی روز ایک بجے ٹھیکیداران یا ان کے نمائندگان کی موجودگی میں کھولے جائیں گے۔ نامکمل یا مشروط ٹینڈر قابل قبول نہ ہوں گے۔ بیعانہ کی رقم بشکل کال ڈیپازٹ ہمراہ ٹینڈر جمع کروانا لازمی ہے۔ مجاز اتھارٹی کو کسی بھی ٹینڈر کو بغیر وجہ بتائے منسوخ کرنے کا مکمل اختیار حاصل ہے۔ پیپرا رولز کے مطابق کارروائی عمل میں لائی جائے گی۔ مزید معلومات کے لیے دفتری اوقات کار میں رابطہ کریں۔ سڑکوں کی تعمیر و مرمت، نکاسی آب، واٹر سپلائی اسکیم، عمارات کی مرمت اور سولر سسٹم کی تنصیب کے کام شامل ہیں۔ تخمینہ لاگت 4250 روپے سے 5300 روپے تک اور 12000 روپے تک ہے۔ تکمیل کی مدت چھ ماہ مقرر کی گئی ہے۔ [779,954,886,1242]
ad-section-header [219,2,326,20]
ad-section-tag: ٹینڈر [892,3,923,19]
ad-section-header [443,624,550,642]
ad-section [779,2,886,310]
ad-section-header [219,313,326,331]
ad-number: 26 [640,2179,661,2195]
ad-section-tag: ٹینڈر [556,1246,587,1262]
ad-body-text: ٹینڈر نوٹس بذریعہ اخبار عام اطلاع دی جاتی ہے کہ ادارہ ہذا کے لیے مندرجہ ذیل سامان کی خریداری اور ترقیاتی کاموں کے لیے رجسٹرڈ ٹھیکیداران اور فرموں سے مہربند ٹینڈرز طلب کیے جاتے ہیں۔ ٹینڈر فارم مقررہ فیس کی ادائیگی پر دفتر سے حاصل کیے جا سکتے ہیں۔ ٹینڈرز مقررہ تاریخ کو دوپہر بارہ بجے تک وصول کیے جائیں گے اور اسی روز ایک بجے ٹھیکیداران یا ان کے نمائندگان کی موجودگی میں کھولے جائیں گے۔ نامکمل یا مشروط ٹینڈر قابل قبول نہ ہوں گے۔ بیعانہ کی رقم بشکل کال ڈیپازٹ ہمراہ ٹینڈر جمع کروانا لازمی ہے۔ مجاز اتھارٹی کو کسی بھی ٹینڈر کو بغیر وجہ بتائے منسوخ کرنے کا مکمل اختیار حاصل ہے۔ پیپرا رولز کے مطابق کارروائی عمل میں لائی جائے گی۔ مزید معلومات کے لیے دفتری اوقات کار میں رابطہ کریں۔ سڑکوں کی تعمیر و مرمت، نکاسی آب، واٹر سپلائی اسکیم، عمارات کی مرمت اور سولر سسٹم کی تنصیب کے کام شامل ہیں۔ تخمینہ لاگت 4250 روپے سے 5300 روپے تک اور 12000 روپے تک ہے۔ تکمیل کی مدت چھ ماہ مقرر کی گئی ہے۔ [891,332,998,621]
ad-body-text: ٹینڈر نوٹس بذریعہ اخبار عام اطلاع دی جاتی ہے کہ ادارہ ہذا کے لیے مندرجہ ذیل سامان کی خریداری اور ترقیاتی کاموں کے لیے رجسٹرڈ ٹھیکیداران اور فرموں سے مہربند ٹینڈرز طلب کیے جاتے ہیں۔ ٹینڈر فارم مقررہ فیس کی ادائیگی پر دفتر سے حاصل کیے جا سکتے ہیں۔ ٹینڈرز مقررہ تاریخ کو دوپہر بارہ بجے تک وصول کیے جائیں گے اور اسی روز ایک بجے ٹھیکیداران یا ان کے نمائندگان کی موجودگی میں کھولے جائیں گے۔ نامکمل یا مشروط ٹینڈر قابل قبول نہ ہوں گے۔ بیعانہ کی رقم بشکل کال ڈیپازٹ ہمراہ ٹینڈر جمع کروانا لازمی ہے۔ مجاز اتھارٹی کو کسی بھی ٹینڈر کو بغیر وجہ بتائے منسوخ کرنے کا مکمل اختیار حاصل ہے۔ پیپرا رولز کے مطابق کارروائی عمل میں لائی جائے گی۔ مزید معلومات کے لیے دفتری اوقات کار میں رابطہ کریں۔ سڑکوں کی تعمیر و مرمت، نکاسی آب، واٹر سپلائی اسکیم، عمارات کی مرمت اور سولر سسٹم کی تنصیب کے کام شامل ہیں۔ تخمینہ لاگت 4250 روپے سے 5300 روپے تک اور 12000 روپے تک ہے۔ تکمیل کی مدت چھ ماہ مقرر کی گئی ہے۔ [555,643,662,931]
ad-section-header [779,1245,886,1263]
ad-section-tag: ٹینڈر [556,2179,587,2195]
ad-body-text: ٹینڈر نوٹس بذریعہ اخبار عام اطلاع دی جاتی ہے کہ ادارہ ہذا کے لیے مندرجہ ذیل سامان کی خریداری اور ترقیاتی کاموں کے لیے رجسٹرڈ ٹھیکیداران اور فرموں سے مہربند ٹینڈرز طلب کیے جاتے ہیں۔ ٹینڈر فارم مقررہ فیس کی ادائیگی پر دفتر سے حاصل کیے جا سکتے ہیں۔ ٹینڈرز مقررہ تاریخ کو دوپہر بارہ بجے تک وصول کیے جائیں گے اور اسی روز ایک بجے ٹھیکیداران یا ان کے نمائندگان کی موجودگی میں کھولے جائیں گے۔ نامکمل یا مشروط ٹینڈر قابل قبول نہ ہوں گے۔ بیعانہ کی رقم بشکل کال ڈیپازٹ ہمراہ ٹینڈر جمع کروانا لازمی ہے۔ مجاز اتھارٹی کو کسی بھی ٹینڈر کو بغیر وجہ بتائے منسوخ کرنے کا مکمل اختیار حاصل ہے۔ پیپرا رولز کے مطابق کارروائی عمل میں لائی جائے گی۔ مزید معلومات کے لیے دفتری اوقات کار میں رابطہ کریں۔ سڑکوں کی تعمیر و مرمت، نکاسی آب، واٹر سپلائی اسکیم، عمارات کی مرمت اور سولر سسٹم کی تنصیب کے کام شامل ہیں۔ تخمینہ لاگت 4250 روپے سے 5300 روپے تک اور 12000 روپے تک ہے۔ تکمیل کی مدت چھ ماہ مقرر کی گئی ہے۔ [779,1576,886,1864]
ad-section [779,624,886,932]
ad-body-text: ٹینڈر نوٹس بذریعہ اخبار عام اطلاع دی جاتی ہے کہ ادارہ ہذا کے لیے مندرجہ ذیل سامان کی خریداری اور ترقیاتی کاموں کے لیے رجسٹرڈ ٹھیکیداران اور فرموں سے مہربند ٹینڈرز طلب کیے جاتے ہیں۔ ٹینڈر فارم مقررہ فیس کی ادائیگی پر دفتر سے حاصل کیے جا سکتے ہیں۔ ٹینڈرز مقررہ تاریخ کو دوپہر بارہ بجے تک وصول کیے جائیں گے اور اسی روز ایک بجے ٹھیکیداران یا ان کے نمائندگان کی موجودگی میں کھولے جائیں گے۔ نامکمل یا مشروط ٹینڈر قابل قبول نہ ہوں گے۔ بیعانہ کی رقم بشکل کال ڈیپازٹ ہمراہ ٹینڈر جمع کروانا لازمی ہے۔ مجاز اتھارٹی کو کسی بھی ٹینڈر کو بغیر وجہ بتائے منسوخ کرنے کا مکمل اختیار حاصل ہے۔ پیپرا رولز کے مطابق کارروائی عمل میں لائی جائے گی۔ مزید معلومات کے لیے دفتری اوقات کار میں رابطہ کریں۔ سڑکوں کی تعمیر و مرمت، نکاسی آب، واٹر سپلائی اسکیم، عمارات کی مرمت اور سولر سسٹم کی تنصیب کے کام شامل ہیں۔ تخمینہ لاگت 4250 روپے سے 5300 روپے تک اور 12000 روپے تک ہے۔ تکمیل کی مدت چھ ماہ مقرر کی گئی ہے۔ [779,643,886,931]
ad-number: 37 [416,625,437,641]
legal-notice-box [107,313,214,681]
ad-section-tag: ٹینڈر [332,1557,363,1573]
ad-section-tag: ٹینڈر [444,314,475,330]
ad-section-header [331,1556,438,1574]
ad-number: 10 [864,1246,885,1262]
ad-section-tag: ٹینڈر [780,2179,811,2195]
ad-body-text: ٹینڈر نوٹس بذریعہ اخبار عام اطلاع دی جاتی ہے کہ ادارہ ہذا کے لیے مندرجہ ذیل سامان کی خریداری اور ترقیاتی کاموں کے لیے رجسٹرڈ ٹھیکیداران اور فرموں سے مہربند ٹینڈرز طلب کیے جاتے ہیں۔ ٹینڈر فارم مقررہ فیس کی ادائیگی پر دفتر سے حاصل کیے جا سکتے ہیں۔ ٹینڈرز مقررہ تاریخ کو دوپہر بارہ بجے تک وصول کیے جائیں گے اور اسی روز ایک بجے ٹھیکیداران یا ان کے نمائندگان کی موجودگی میں کھولے جائیں گے۔ نامکمل یا مشروط ٹینڈر قابل قبول نہ ہوں گے۔ بیعانہ کی رقم بشکل کال ڈیپازٹ ہمراہ ٹینڈر جمع کروانا لازمی ہے۔ مجاز اتھارٹی کو کسی بھی ٹینڈر کو بغیر وجہ بتائے منسوخ کرنے کا مکمل اختیار حاصل ہے۔ پیپرا رولز کے مطابق کارروائی عمل میں لائی جائے گی۔ مزید معلومات کے لیے دفتری اوقات کار میں رابطہ کریں۔ سڑکوں کی تعمیر و مرمت، نکاسی آب، واٹر سپلائی اسکیم، عمارات کی مرمت اور سولر سسٹم کی تنصیب کے کام شامل ہیں۔ تخمینہ لاگت 4250 روپے سے 5300 روپے تک اور 12000 روپے تک ہے۔ تکمیل کی مدت چھ ماہ مقرر کی گئی ہے۔ [555,332,662,621]
ad-section [443,934,550,1242]
legal-notice-box [219,624,326,961]
ad-body-text: ٹینڈر نوٹس بذریعہ اخبار عام اطلاع دی جاتی ہے کہ ادارہ ہذا کے لیے مندرجہ ذیل سامان کی خریداری اور ترقیاتی کاموں کے لیے رجسٹرڈ ٹھیکیداران اور فرموں سے مہربند ٹینڈرز طلب کیے جاتے ہیں۔ ٹینڈر فارم مقررہ فیس کی ادائیگی پر دفتر سے حاصل کیے جا سکتے ہیں۔ ٹینڈرز مقررہ تاریخ کو دوپہر بارہ بجے تک وصول کیے جائیں گے اور اسی روز ایک بجے ٹھیکیداران یا ان کے نمائندگان کی موجودگی میں کھولے جائیں گے۔ نامکمل یا مشروط ٹینڈر قابل قبول نہ ہوں گے۔ بیعانہ کی رقم بشکل کال ڈیپازٹ ہمراہ ٹینڈر جمع کروانا لازمی ہے۔ مجاز اتھارٹی کو کسی بھی ٹینڈر کو بغیر وجہ بتائے منسوخ کرنے کا مکمل اختیار حاصل ہے۔ پیپرا رولز کے مطابق کارروائی عمل میں لائی جائے گی۔ مزید معلومات کے لیے دفتری اوقات کار میں رابطہ کریں۔ سڑکوں کی تعمیر و مرمت، نکاسی آب، واٹر سپلائی اسکیم، عمارات کی مرمت اور سولر سسٹم کی تنصیب کے کام شامل ہیں۔ تخمینہ لاگت 4250 روپے سے 5300 روپے تک اور 12000 روپے تک ہے۔ تکمیل کی مدت چھ ماہ مقرر کی گئی ہے۔ [779,1265,886,1553]
ad-number: 40 [416,1557,437,1573]
ad-section [779,2178,886,2486]
ad-section-tag: ٹینڈر [332,314,363,330]
ad-section [667,934,774,1242]
ad-number: 28 [528,314,549,330]
ad-number: 39 [416,1246,437,1262]
ad-section-title: اشتہارات [587,935,640,951]
ad-section-header [667,624,774,642]
ad-section-header [331,934,438,952]
ad-number: 30 [528,935,549,951]
ad-section-title: اشتہارات [811,1868,864,1884]
ad-section-header [555,2178,662,2196]
ad-body-text: ٹینڈر نوٹس بذریعہ اخبار عام اطلاع دی جاتی ہے کہ ادارہ ہذا کے لیے مندرجہ ذیل سامان کی خریداری اور ترقیاتی کاموں کے لیے رجسٹرڈ ٹھیکیداران اور فرموں سے مہربند ٹینڈرز طلب کیے جاتے ہیں۔ ٹینڈر فارم مقررہ فیس کی ادائیگی پر دفتر سے حاصل کیے جا سکتے ہیں۔ ٹینڈرز مقررہ تاریخ کو دوپہر بارہ بجے تک وصول کیے جائیں گے اور اسی روز ایک بجے ٹھیکیداران یا ان کے نمائندگان کی موجودگی میں کھولے جائیں گے۔ نامکمل یا مشروط ٹینڈر قابل قبول نہ ہوں گے۔ بیعانہ کی رقم بشکل کال ڈیپازٹ ہمراہ ٹینڈر جمع کروانا لازمی ہے۔ مجاز اتھارٹی کو کسی بھی ٹینڈر کو بغیر وجہ بتائے منسوخ کرنے کا مکمل اختیار حاصل ہے۔ پیپرا رولز کے مطابق کارروائی عمل میں لائی جائے گی۔ مزید معلومات کے لیے دفتری اوقات کار میں رابطہ کریں۔ سڑکوں کی تعمیر و مرمت، نکاسی آب، واٹر سپلائی اسکیم، عمارات کی مرمت اور سولر سسٹم کی تنصیب کے کام شامل ہیں۔ تخمینہ لاگت 4250 روپے سے 5300 روپے تک اور 12000 روپے تک ہے۔ تکمیل کی مدت چھ ماہ مقرر کی گئی ہے۔ [219,332,326,621]
ad-section-header [443,2,550,20]
ad-section [331,624,438,932]
ad-body-text: ٹینڈر نوٹس بذریعہ اخبار عام اطلاع دی جاتی ہے کہ ادارہ ہذا کے لیے مندرجہ ذیل سامان کی خریداری اور ترقیاتی کاموں کے لیے رجسٹرڈ ٹھیکیداران اور فرموں سے مہربند ٹینڈرز طلب کیے جاتے ہیں۔ ٹینڈر فارم مقررہ فیس کی ادائیگی پر دفتر سے حاصل کیے جا سکتے ہیں۔ ٹینڈرز مقررہ تاریخ کو دوپہر بارہ بجے تک وصول کیے جائیں گے اور اسی روز ایک بجے ٹھیکیداران یا ان کے نمائندگان کی موجودگی میں کھولے جائیں گے۔ نامکمل یا مشروط ٹینڈر قابل قبول نہ ہوں گے۔ بیعانہ کی رقم بشکل کال ڈیپازٹ ہمراہ ٹینڈر جمع کروانا لازمی ہے۔ مجاز اتھارٹی کو کسی بھی ٹینڈر کو بغیر وجہ بتائے منسوخ کرنے کا مکمل اختیار حاصل ہے۔ پیپرا رولز کے مطابق کارروائی عمل میں لائی جائے گی۔ مزید معلومات کے لیے دفتری اوقات کار میں رابطہ کریں۔ سڑکوں کی تعمیر و مرمت، نکاسی آب، واٹر سپلائی اسکیم، عمارات کی مرمت اور سولر سسٹم کی تنصیب کے کام شامل ہیں۔ تخمینہ لاگت 4250 روپے سے 5300 روپے تک اور 12000 روپے تک ہے۔ تکمیل کی مدت چھ ماہ مقرر کی گئی ہے۔ [555,1886,662,2175]
ad-section-tag: ٹینڈر [332,625,363,641]
ad-section-tag: ٹینڈر [780,314,811,330]
ad-section [555,2,662,310]
ad-section [443,624,550,932]
ad-section-title: اشتہارات [475,3,528,19]
ad-number: 2 [976,314,997,330]
ad-section-tag: ٹینڈر [668,625,699,641]
newspaper-column [552,2,664,2498]
ad-section-title: اشتہارات [475,625,528,641]
ad-section-header [443,934,550,952]
ad-section-header [667,934,774,952]
newspaper-column [664,2,776,1643]
ad-section-title: اشتہارات [699,935,752,951]
ad-number: 31 [528,1246,549,1262]
ad-section-title: اشتہارات [587,625,640,641]
ad-section-title: اشتہارات [363,1246,416,1262]
ad-section-header [555,2,662,20]
ad-body-text: ٹینڈر نوٹس بذریعہ اخبار عام اطلاع دی جاتی ہے کہ ادارہ ہذا کے لیے مندرجہ ذیل سامان کی خریداری اور ترقیاتی کاموں کے لیے رجسٹرڈ ٹھیکیداران اور فرموں سے مہربند ٹینڈرز طلب کیے جاتے ہیں۔ ٹینڈر فارم مقررہ فیس کی ادائیگی پر دفتر سے حاصل کیے جا سکتے ہیں۔ ٹینڈرز مقررہ تاریخ کو دوپہر بارہ بجے تک وصول کیے جائیں گے اور اسی روز ایک بجے ٹھیکیداران یا ان کے نمائندگان کی موجودگی میں کھولے جائیں گے۔ نامکمل یا مشروط ٹینڈر قابل قبول نہ ہوں گے۔ بیعانہ کی رقم بشکل کال ڈیپازٹ ہمراہ ٹینڈر جمع کروانا لازمی ہے۔ مجاز اتھارٹی کو کسی بھی ٹینڈر کو بغیر وجہ بتائے منسوخ کرنے کا مکمل اختیار حاصل ہے۔ پیپرا رولز کے مطابق کارروائی عمل میں لائی جائے گی۔ مزید معلومات کے لیے دفتری اوقات کار میں رابطہ کریں۔ سڑکوں کی تعمیر و مرمت، نکاسی آب، واٹر سپلائی اسکیم، عمارات کی مرمت اور سولر سسٹم کی تنصیب کے کام شامل ہیں۔ تخمینہ لاگت 4250 روپے سے 5300 روپے تک اور 12000 روپے تک ہے۔ تکمیل کی مدت چھ ماہ مقرر کی گئی ہے۔ [443,643,550,931]
ad-body-text: ٹینڈر نوٹس بذریعہ اخبار عام اطلاع دی جاتی ہے کہ ادارہ ہذا کے لیے مندرجہ ذیل سامان کی خریداری اور ترقیاتی کاموں کے لیے رجسٹرڈ ٹھیکیداران اور فرموں سے مہربند ٹینڈرز طلب کیے جاتے ہیں۔ ٹینڈر فارم مقررہ فیس کی ادائیگی پر دفتر سے حاصل کیے جا سکتے ہیں۔ ٹینڈرز مقررہ تاریخ کو دوپہر بارہ بجے تک وصول کیے جائیں گے اور اسی روز ایک بجے ٹھیکیداران یا ان کے نمائندگان کی موجودگی میں کھولے جائیں گے۔ نامکمل یا مشروط ٹینڈر قابل قبول نہ ہوں گے۔ بیعانہ کی رقم بشکل کال ڈیپازٹ ہمراہ ٹینڈر جمع کروانا لازمی ہے۔ مجاز اتھارٹی کو کسی بھی ٹینڈر کو بغیر وجہ بتائے منسوخ کرنے کا مکمل اختیار حاصل ہے۔ پیپرا رولز کے مطابق کارروائی عمل میں لائی جائے گی۔ مزید معلومات کے لیے دفتری اوقات کار میں رابطہ کریں۔ سڑکوں کی تعمیر و مرمت، نکاسی آب، واٹر سپلائی اسکیم، عمارات کی مرمت اور سولر سسٹم کی تنصیب کے کام شامل ہیں۔ تخمینہ لاگت 4250 روپے سے 5300 روپے تک اور 12000 روپے تک ہے۔ تکمیل کی مدت چھ ماہ مقرر کی گئی ہے۔ [779,332,886,621]
ad-section-title: اشتہارات [363,935,416,951]
ad-number: 43 [304,314,325,330]
ad-number: 18 [752,1246,773,1262]
ad-section [555,1556,662,1864]
ad-section-tag: ٹینڈر [668,314,699,330]
ad-body-text: ٹینڈر نوٹس بذریعہ اخبار عام اطلاع دی جاتی ہے کہ ادارہ ہذا کے لیے مندرجہ ذیل سامان کی خریداری اور ترقیاتی کاموں کے لیے رجسٹرڈ ٹھیکیداران اور فرموں سے مہربند ٹینڈرز طلب کیے جاتے ہیں۔ ٹینڈر فارم مقررہ فیس کی ادائیگی پر دفتر سے حاصل کیے جا سکتے ہیں۔ ٹینڈرز مقررہ تاریخ کو دوپہر بارہ بجے تک وصول کیے جائیں گے اور اسی روز ایک بجے ٹھیکیداران یا ان کے نمائندگان کی موجودگی میں کھولے جائیں گے۔ نامکمل یا مشروط ٹینڈر قابل قبول نہ ہوں گے۔ بیعانہ کی رقم بشکل کال ڈیپازٹ ہمراہ ٹینڈر جمع کروانا لازمی ہے۔ مجاز اتھارٹی کو کسی بھی ٹینڈر کو بغیر وجہ بتائے منسوخ کرنے کا مکمل اختیار حاصل ہے۔ پیپرا رولز کے مطابق کارروائی عمل میں لائی جائے گی۔ مزید معلومات کے لیے دفتری اوقات کار میں رابطہ کریں۔ سڑکوں کی تعمیر و مرمت، نکاسی آب، واٹر سپلائی اسکیم، عمارات کی مرمت اور سولر سسٹم کی تنصیب کے کام شامل ہیں۔ تخمینہ لاگت 4250 روپے سے 5300 روپے تک اور 12000 روپے تک ہے۔ تکمیل کی مدت چھ ماہ مقرر کی گئی ہے۔ [891,643,998,931]
ad-section-header [667,313,774,331]
ad-section [443,2,550,310]
ad-number: 27 [528,3,549,19]
ad-number: 9 [864,935,885,951]
